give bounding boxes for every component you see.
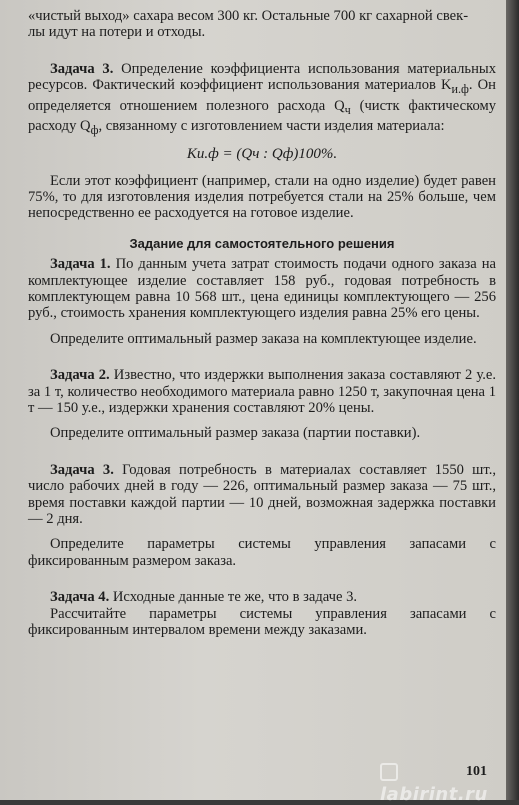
task-3-text-part4: , связанному с изготовлением части изделия материала: (98, 117, 445, 134)
task-3-sub1: и.ф (451, 82, 469, 97)
exercise-3-label: Задача 3. (50, 461, 114, 478)
labirint-logo-icon (380, 763, 398, 781)
exercise-1-question: Определите оптимальный размер заказа на комплектующее изделие. (50, 330, 477, 347)
intro-line-2: лы идут на потери и отходы. (28, 24, 206, 41)
exercise-4-label: Задача 4. (50, 589, 110, 606)
task-3-text-part1: Определение коэффициента использования материальных ресурсов. Фактический коэффициент использования материалов K (28, 60, 496, 94)
exercise-3-text: Годовая потребность в материалах составляет 1550 шт., число рабочих дней в году — 226, оптимальный размер заказа — 75 шт., время поставки каждой партии — 10 дней, возможная задержка поставки — 2 дня. (28, 461, 496, 528)
book-edge-shadow (506, 0, 519, 800)
task-3-label: Задача 3. (50, 60, 114, 77)
exercise-4-question: Рассчитайте параметры системы управления запасами с фиксированным интервалом времени между заказами. (28, 605, 496, 639)
exercise-1-label: Задача 1. (50, 256, 111, 273)
task-3-explanation: Если этот коэффициент (например, стали на одно изделие) будет равен 75%, то для изготовления изделия потребуется стали на 25% больше, чем непосредственно ее расходуется на готовое изделие. (28, 172, 496, 222)
exercise-2-text: Известно, что издержки выполнения заказа составляют 2 у.е. за 1 т, количество необходимого материала равно 1250 т, закупочная цена 1 т — 150 у.е., издержки хранения составляют 20% цены. (28, 367, 496, 417)
task-3-sub3: ф (90, 122, 99, 137)
exercise-1 (28, 256, 496, 322)
exercise-4 (28, 589, 496, 605)
task-3-text-part3: (чистк фактическому расходу Q (28, 97, 496, 134)
page-number: 101 (466, 764, 487, 779)
exercise-2-question: Определите оптимальный размер заказа (партии поставки). (50, 425, 421, 442)
task-3-definition (28, 61, 496, 138)
watermark-logo (380, 763, 506, 805)
exercise-2 (28, 367, 496, 416)
task-3-text-part2: . Он определяется отношением полезного расхода Q (28, 77, 496, 114)
watermark-text: labirint.ru (380, 784, 488, 805)
page-text (28, 8, 496, 639)
section-title: Задание для самостоятельного решения (129, 235, 395, 251)
exercise-3-question: Определите параметры системы управления запасами с фиксированным размером заказа. (28, 536, 496, 569)
exercise-1-text: По данным учета затрат стоимость подачи одного заказа на комплектующее изделие составляет 158 руб., годовая потребность в комплектующем равна 10 568 шт., цена единицы комплектующего — 256 руб., стоимость хранения комплектующего изделия равна 25% его цены. (28, 256, 497, 322)
exercise-2-label: Задача 2. (50, 367, 110, 384)
exercise-4-text: Исходные данные те же, что в задаче 3. (112, 589, 358, 606)
exercise-3 (28, 462, 496, 528)
task-3-sub2: ч (344, 102, 351, 117)
formula: Kи.ф = (Qч : Qф)100%. (186, 146, 338, 163)
intro-line-1: «чистый выход» сахара весом 300 кг. Остальные 700 кг сахарной свек- (28, 8, 469, 24)
